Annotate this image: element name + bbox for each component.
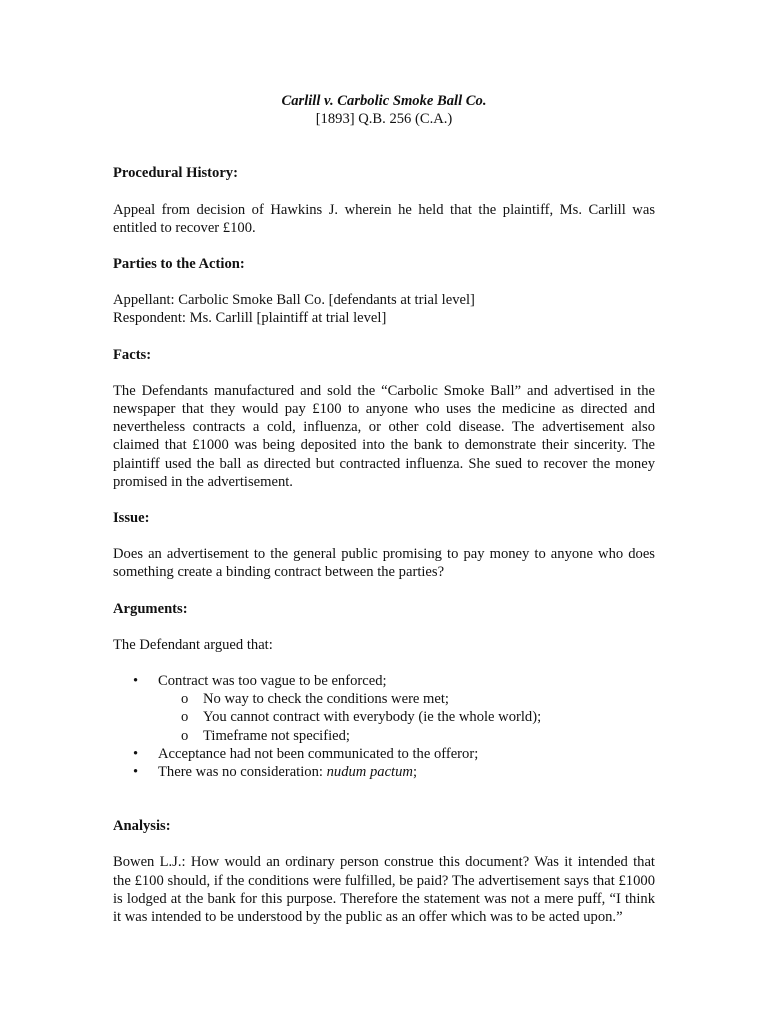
sub-argument-text: No way to check the conditions were met; [203,691,449,708]
analysis-heading: Analysis: [113,818,171,835]
case-citation: [1893] Q.B. 256 (C.A.) [315,111,453,128]
list-item [113,672,655,745]
title-block [113,92,655,128]
analysis-text: Bowen L.J.: How would an ordinary person construe this document? Was it intended that the £100 should, if the conditions were fulfilled, be paid? The advertisement says that £1000 is lodged at the bank for this purpose. Therefore the statement was not a mere puff, “I think it was intended to be understood by the public as an offer which was to be acted upon.” [113,854,655,926]
latin-term: nudum pactum [326,764,413,781]
bullet-icon: • [133,764,139,781]
argument-text: There was no consideration: [158,764,327,781]
sub-list-item [158,727,655,745]
issue-heading: Issue: [113,510,150,527]
sub-list [158,690,655,745]
list-item [113,763,655,781]
arguments-list [113,672,655,781]
sub-bullet-icon: o [181,691,189,708]
procedural-history-text: Appeal from decision of Hawkins J. wherein he held that the plaintiff, Ms. Carlill was entitled to recover £100. [113,201,655,236]
bullet-icon: • [133,673,139,690]
arguments-heading: Arguments: [113,600,188,617]
list-item [113,745,655,763]
appellant-line: Appellant: Carbolic Smoke Ball Co. [defendants at trial level] [113,292,475,309]
case-title: Carlill v. Carbolic Smoke Ball Co. [281,93,487,109]
parties-heading: Parties to the Action: [113,256,245,273]
facts-text: The Defendants manufactured and sold the “Carbolic Smoke Ball” and advertised in the newspaper that they would pay £100 to anyone who uses the medicine as directed and nevertheless contracts a cold, influenza, or other cold disease. The advertisement also claimed that £1000 was being deposited into the bank to demonstrate their sincerity. The plaintiff used the ball as directed but contracted influenza. She sued to recover the money promised in the advertisement. [113,382,655,490]
respondent-line: Respondent: Ms. Carlill [plaintiff at trial level] [113,310,387,327]
document-page [113,92,655,926]
sub-list-item [158,708,655,726]
argument-text: Acceptance had not been communicated to the offeror; [158,745,479,762]
procedural-history-heading: Procedural History: [113,165,238,182]
issue-text: Does an advertisement to the general public promising to pay money to anyone who does something create a binding contract between the parties? [113,546,655,581]
facts-heading: Facts: [113,346,152,363]
argument-text: Contract was too vague to be enforced; [158,673,387,690]
arguments-intro: The Defendant argued that: [113,636,273,653]
argument-text-end: ; [412,764,417,781]
bullet-icon: • [133,745,139,762]
parties-block [113,291,655,327]
sub-list-item [158,690,655,708]
sub-bullet-icon: o [181,727,189,744]
sub-argument-text: You cannot contract with everybody (ie the whole world); [203,709,542,726]
sub-bullet-icon: o [181,709,189,726]
sub-argument-text: Timeframe not specified; [203,727,350,744]
